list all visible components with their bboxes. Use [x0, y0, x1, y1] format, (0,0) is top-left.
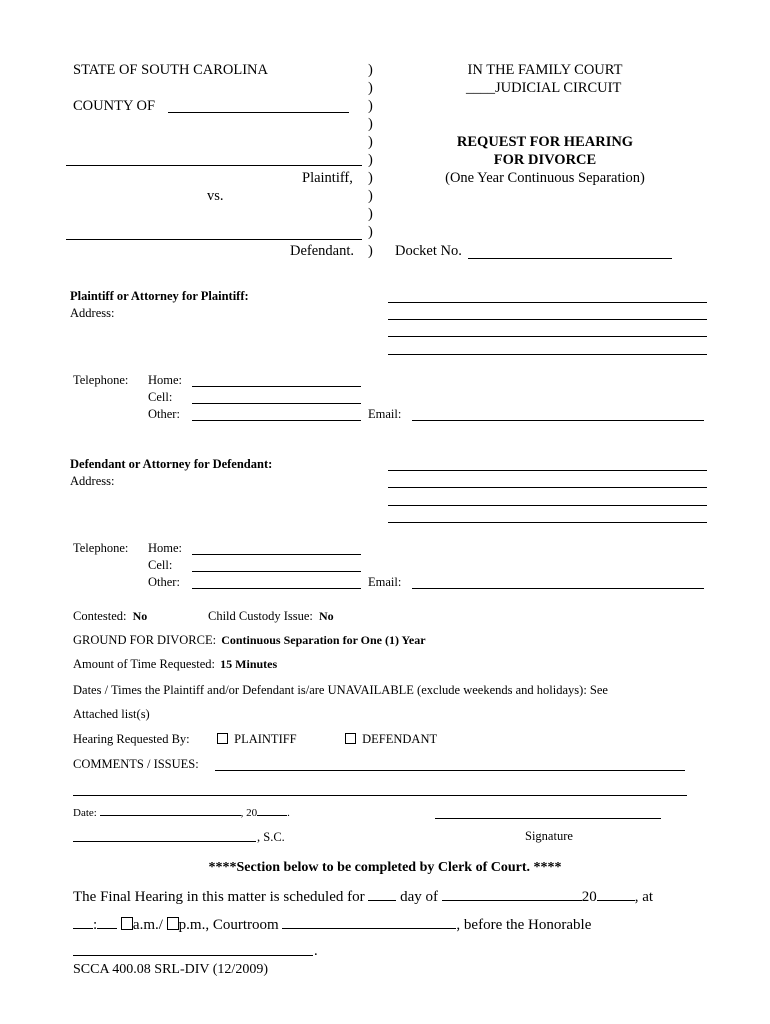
defendant-home-label: Home:	[148, 541, 183, 555]
defendant-address-line[interactable]	[388, 470, 707, 471]
hearing-requested-label: Hearing Requested By:	[73, 732, 190, 746]
hearing-time-line	[73, 917, 591, 933]
form-subtitle: (One Year Continuous Separation)	[445, 170, 645, 186]
pm-checkbox[interactable]	[167, 917, 179, 930]
defendant-address-line[interactable]	[388, 505, 707, 506]
defendant-block-heading: Defendant or Attorney for Defendant:	[70, 457, 273, 471]
date-field[interactable]	[100, 815, 241, 816]
hearing-year-field[interactable]	[597, 900, 635, 901]
contested-value: No	[132, 609, 148, 623]
plaintiff-address-line[interactable]	[388, 302, 707, 303]
caption-paren: )	[368, 243, 373, 259]
plaintiff-option-label: PLAINTIFF	[234, 732, 297, 746]
contested-label: Contested:	[73, 609, 127, 623]
contested-row	[73, 610, 147, 623]
defendant-option-label: DEFENDANT	[362, 732, 438, 746]
time-row	[73, 658, 277, 671]
plaintiff-other-label: Other:	[148, 407, 180, 421]
signature-label: Signature	[525, 829, 573, 843]
custody-row	[208, 610, 334, 623]
judge-line-period: .	[314, 943, 318, 959]
defendant-email-label: Email:	[368, 575, 402, 589]
defendant-option[interactable]	[345, 733, 437, 746]
caption-paren: )	[368, 80, 373, 96]
docket-field[interactable]	[468, 258, 672, 259]
ground-label: GROUND FOR DIVORCE:	[73, 633, 217, 647]
date-year-field[interactable]	[257, 815, 287, 816]
plaintiff-name-field[interactable]	[66, 165, 362, 166]
final-hearing-line	[73, 890, 653, 905]
plaintiff-telephone-label: Telephone:	[73, 373, 129, 387]
day-of-label: day of	[400, 889, 438, 905]
defendant-label: Defendant.	[290, 243, 355, 259]
caption-paren: )	[368, 188, 373, 204]
defendant-email-field[interactable]	[412, 588, 704, 589]
am-checkbox[interactable]	[121, 917, 133, 930]
plaintiff-label: Plaintiff,	[302, 170, 353, 186]
defendant-address-line[interactable]	[388, 522, 707, 523]
comments-field[interactable]	[215, 770, 685, 771]
defendant-home-field[interactable]	[192, 554, 361, 555]
caption-paren: )	[368, 170, 373, 186]
caption-paren: )	[368, 152, 373, 168]
unavailable-text: Dates / Times the Plaintiff and/or Defendant is/are UNAVAILABLE (exclude weekends and holidays): See	[73, 683, 608, 697]
plaintiff-home-field[interactable]	[192, 386, 361, 387]
defendant-checkbox[interactable]	[345, 733, 356, 744]
county-field[interactable]	[168, 112, 349, 113]
signature-field[interactable]	[435, 818, 661, 819]
judge-name-field[interactable]	[73, 955, 313, 956]
vs-label: vs.	[207, 188, 224, 204]
defendant-address-line[interactable]	[388, 487, 707, 488]
defendant-cell-label: Cell:	[148, 558, 173, 572]
circuit-label: JUDICIAL CIRCUIT	[495, 80, 622, 96]
comments-field-line2[interactable]	[73, 795, 687, 796]
year-prefix-label: 20	[581, 889, 597, 905]
at-label: , at	[634, 889, 654, 905]
caption-paren: )	[368, 206, 373, 222]
caption-paren: )	[368, 224, 373, 240]
ground-value: Continuous Separation for One (1) Year	[221, 633, 426, 647]
defendant-other-label: Other:	[148, 575, 180, 589]
ground-row	[73, 634, 426, 647]
defendant-name-field[interactable]	[66, 239, 362, 240]
plaintiff-address-line[interactable]	[388, 319, 707, 320]
defendant-address-label: Address:	[70, 474, 115, 488]
circuit-field[interactable]: ____	[466, 80, 495, 96]
state-label: STATE OF SOUTH CAROLINA	[73, 62, 268, 78]
caption-paren: )	[368, 134, 373, 150]
date-year-prefix: , 20	[240, 807, 258, 819]
defendant-cell-field[interactable]	[192, 571, 361, 572]
courtroom-field[interactable]	[282, 928, 456, 929]
plaintiff-address-line[interactable]	[388, 354, 707, 355]
docket-label: Docket No.	[395, 243, 462, 259]
plaintiff-option[interactable]	[217, 733, 297, 746]
plaintiff-cell-field[interactable]	[192, 403, 361, 404]
time-value: 15 Minutes	[220, 657, 278, 671]
court-label: IN THE FAMILY COURT	[467, 62, 623, 78]
before-honorable-label: , before the Honorable	[456, 917, 592, 933]
defendant-telephone-label: Telephone:	[73, 541, 129, 555]
sc-label: , S.C.	[257, 830, 285, 844]
pm-courtroom-label: p.m., Courtroom	[178, 917, 279, 933]
plaintiff-email-field[interactable]	[412, 420, 704, 421]
am-label: a.m./	[132, 917, 163, 933]
form-id: SCCA 400.08 SRL-DIV (12/2009)	[73, 962, 268, 977]
time-colon: :	[93, 917, 98, 933]
form-title-line2: FOR DIVORCE	[493, 152, 597, 168]
custody-value: No	[319, 609, 334, 623]
form-title-line1: REQUEST FOR HEARING	[456, 134, 634, 150]
county-label: COUNTY OF	[73, 98, 156, 114]
comments-label: COMMENTS / ISSUES:	[73, 757, 199, 771]
custody-label: Child Custody Issue:	[208, 609, 313, 623]
city-field[interactable]	[73, 841, 256, 842]
plaintiff-home-label: Home:	[148, 373, 183, 387]
plaintiff-block-heading: Plaintiff or Attorney for Plaintiff:	[70, 289, 249, 303]
date-period: .	[287, 807, 290, 819]
attached-list-text: Attached list(s)	[73, 707, 150, 721]
defendant-other-field[interactable]	[192, 588, 361, 589]
hearing-hour-field[interactable]	[73, 928, 93, 929]
date-line	[73, 808, 290, 819]
circuit-line	[466, 81, 621, 96]
clerk-section-heading: ****Section below to be completed by Clerk of Court. ****	[208, 860, 562, 875]
final-hearing-text: The Final Hearing in this matter is scheduled for	[73, 889, 365, 905]
time-label: Amount of Time Requested:	[73, 657, 216, 671]
plaintiff-email-label: Email:	[368, 407, 402, 421]
caption-paren: )	[368, 62, 373, 78]
plaintiff-other-field[interactable]	[192, 420, 361, 421]
caption-paren: )	[368, 116, 373, 132]
hearing-minute-field[interactable]	[97, 928, 117, 929]
plaintiff-address-label: Address:	[70, 306, 115, 320]
plaintiff-checkbox[interactable]	[217, 733, 228, 744]
hearing-day-field[interactable]	[368, 900, 396, 901]
date-label: Date:	[73, 807, 97, 819]
caption-paren: )	[368, 98, 373, 114]
plaintiff-address-line[interactable]	[388, 336, 707, 337]
plaintiff-cell-label: Cell:	[148, 390, 173, 404]
hearing-month-field[interactable]	[442, 900, 582, 901]
